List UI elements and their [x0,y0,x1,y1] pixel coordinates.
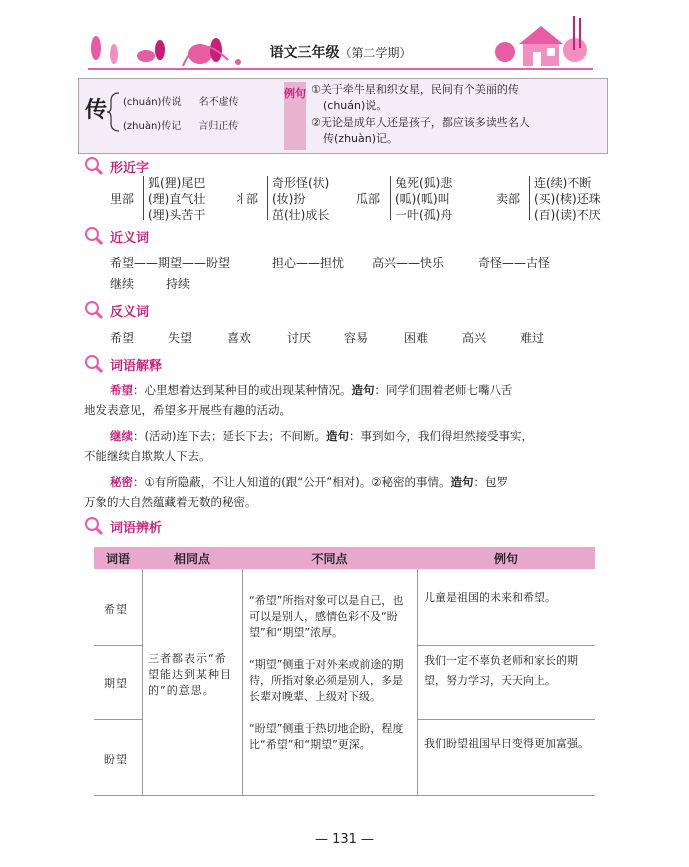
antonym-word: 喜欢 [227,331,252,345]
synonym-group: 高兴——快乐 [372,256,445,270]
synonym-group: 奇怪——古怪 [478,256,551,270]
polyphone-box [78,78,608,154]
similar-word: 连(续)不断 [534,176,592,190]
synonym-word: 持续 [166,277,191,291]
header-rule [88,68,593,70]
table-diff-1: “希望”所指对象可以是自己，也可以是别人，感情色彩不及“盼望”和“期望”浓厚。 [249,594,404,639]
antonym-word: 困难 [404,331,429,345]
similar-word: 狐(狸)尾巴 [148,176,206,190]
similar-word: 一叶(孤)舟 [395,208,453,222]
antonym-word: 失望 [168,331,193,345]
similar-group-label-1: 里部 [110,192,135,206]
table-diff-2: “期望”侧重于对外来或前途的期待，所指对象必须是别人，多是长辈对晚辈、上级对下级。 [249,658,404,703]
table-divider [417,569,418,795]
table-same-point: 三者都表示“希望能达到某种目的”的意思。 [148,652,232,697]
antonym-word: 讨厌 [287,331,312,345]
polyphone-example-1-line-1: ①关于牵牛星和织女星，民间有个美丽的传 [311,83,519,96]
similar-group-label-2: 丬部 [234,192,259,206]
magnifier-icon [84,354,104,374]
table-divider [242,569,243,795]
similar-word: (呱)(呱)叫 [395,192,450,206]
table-word: 盼望 [104,753,128,766]
table-divider [142,569,143,795]
magnifier-icon [84,516,104,536]
table-word: 期望 [104,677,128,690]
table-example-1: 儿童是祖国的未来和希望。 [424,591,556,604]
page-number: — 131 — [314,832,375,847]
polyphone-reading-2: (zhuàn)传记 言归正传 [123,121,239,132]
word-analysis-table [94,547,595,795]
polyphone-example-2-line-2: 传(zhuàn)记。 [323,132,399,145]
similar-word: (妆)扮 [272,192,306,206]
similar-word: 茁(壮)成长 [272,208,330,222]
section-heading-synonyms: 近义词 [84,226,149,246]
polyphone-char: 传 [85,97,108,123]
similar-group-label-3: 瓜部 [356,192,381,206]
similar-word: (百)(读)不厌 [534,208,601,222]
similar-group-label-4: 卖部 [496,192,521,206]
section-heading-explanations: 词语解释 [84,354,162,374]
similar-word: (理)直气壮 [148,192,206,206]
page-header [88,12,593,70]
explanation-3: 秘密：①有所隐蔽，不让人知道的(跟“公开”相对)。②秘密的事情。造句：包罗 万象的大自然蕴藏着无数的秘密。 [84,475,509,509]
table-header-word: 词语 [94,547,142,569]
antonym-word: 容易 [344,331,369,345]
table-header-same: 相同点 [142,547,242,569]
table-divider [417,719,595,720]
page-title: 语文三年级（第二学期） [269,45,412,61]
table-diff-3: “盼望”侧重于热切地企盼，程度比“希望”和“期望”更深。 [249,722,404,751]
brace-icon [107,91,121,133]
table-word: 希望 [104,603,128,616]
section-heading-similar-shape: 形近字 [84,156,149,176]
antonym-word: 希望 [110,331,135,345]
table-example-3: 我们盼望祖国早日变得更加富强。 [424,737,589,750]
explanation-2: 继续：(活动)连下去；延长下去；不间断。造句：事到如今，我们得坦然接受事实， 不能继续自欺欺人下去。 [84,429,533,463]
polyphone-example-2-line-1: ②无论是成年人还是孩子，都应该多读些名人 [311,116,530,129]
explanation-1: 希望：心里想着达到某种目的或出现某种情况。造句：同学们围着老师七嘴八舌 地发表意见，希望多开展些有趣的活动。 [84,383,513,417]
table-example-2: 我们一定不辜负老师和家长的期望，努力学习，天天向上。 [424,654,578,687]
synonym-group: 希望——期望——盼望 [110,256,231,270]
similar-word: (买)(椟)还珠 [534,192,601,206]
similar-word: 兔死(狐)悲 [395,176,453,190]
section-heading-word-analysis: 词语辨析 [84,516,162,536]
table-divider [417,645,595,646]
magnifier-icon [84,300,104,320]
table-divider [94,719,142,720]
table-divider [94,795,595,796]
polyphone-example-1-line-2: (chuán)说。 [323,99,388,112]
magnifier-icon [84,226,104,246]
similar-word: 奇形怪(状) [272,176,330,190]
example-sentence-tag: 例句 [284,82,306,150]
antonym-word: 难过 [520,331,545,345]
table-header-diff: 不同点 [242,547,417,569]
synonym-word: 继续 [110,277,135,291]
table-divider [94,645,142,646]
similar-word: (埋)头苦干 [148,208,206,222]
polyphone-reading-1: (chuán)传说 名不虚传 [123,97,239,108]
table-header-example: 例句 [417,547,595,569]
antonym-word: 高兴 [462,331,487,345]
section-heading-antonyms: 反义词 [84,300,149,320]
magnifier-icon [84,156,104,176]
synonym-group: 担心——担忧 [272,256,345,270]
